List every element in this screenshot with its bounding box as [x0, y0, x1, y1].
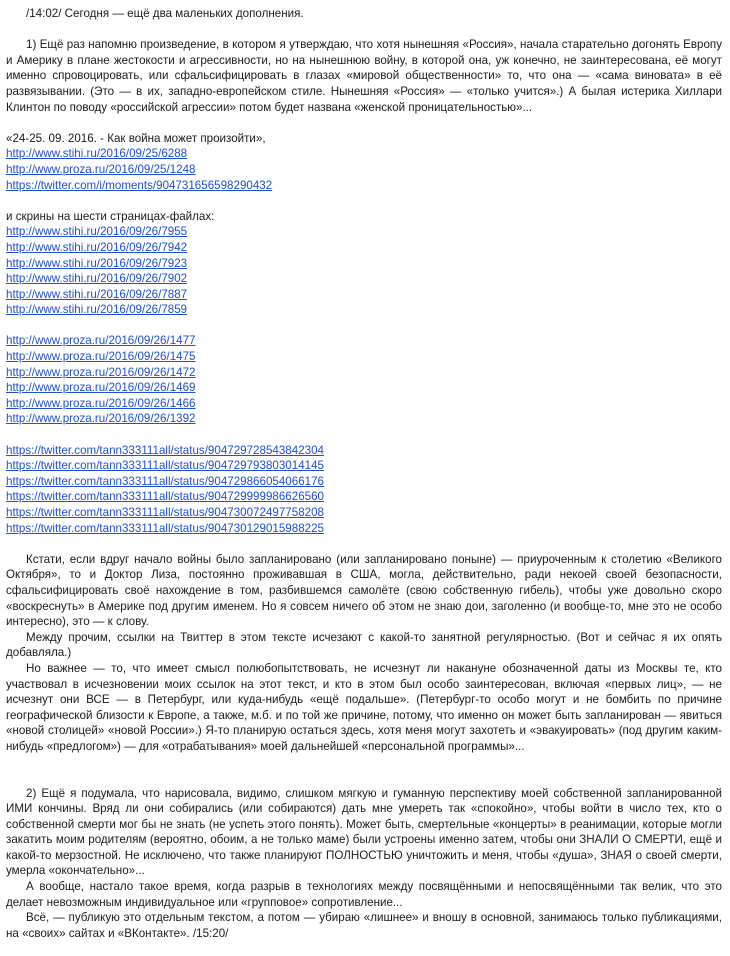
stihi-link[interactable]: http://www.stihi.ru/2016/09/26/7859	[6, 303, 188, 317]
twitter-link[interactable]: https://twitter.com/tann333111all/status/904729866054066176	[6, 474, 324, 488]
proza-link[interactable]: http://www.proza.ru/2016/09/26/1466	[6, 396, 196, 410]
paragraph-5: 2) Ещё я подумала, что нарисовала, видимо, слишком мягкую и гуманную перспективу моей собственной запланированной ИМИ кончины. Вряд ли они собирались (или собираются) дать мне умереть так «спокойно», чтобы войти в число тех, кто о собственной смерти мог бы не знать (не успеть этого понять). Может быть, смертельные «концерты» в реанимации, которые могли закатить моим родителям (вероятно, обоим, а не только маме) были устроены именно затем, чтобы они ЗНАЛИ О СМЕРТИ, ещё и какой-то мерзостной. Не исключено, что также планируют ПОЛНОСТЬЮ уничтожить и меня, чтобы «душа», ЗНАЯ о своей смерти, умерла «окончательно»...	[6, 786, 722, 878]
document-body	[6, 6, 722, 941]
paragraph-2: Кстати, если вдруг начало войны было запланировано (или запланировано поныне) — приуроченным к столетию «Великого Октября», то и Доктор Лиза, постоянно проживавшая в США, могла, действительно, ради некоей своей безопасности, сфальсифицировать своё нахождение в том, разбившемся самолёте (свою собственную гибель), чтобы уже довольно скоро «воскреснуть» в Америке под другим именем. Но я совсем ничего об этом не знаю дои, заголенно (и вообще-то, мне это не особо интересно), это — к слову.	[6, 552, 722, 629]
proza-link[interactable]: http://www.proza.ru/2016/09/26/1477	[6, 334, 196, 348]
twitter-link[interactable]: https://twitter.com/tann333111all/status/904729728543842304	[6, 443, 324, 457]
paragraph-6: А вообще, настало такое время, когда разрыв в технологиях между посвящёнными и непосвящёнными так велик, что это делает невозможным индивидуальное или «групповое» сопротивление...	[6, 880, 722, 909]
paragraph-4: Но важнее — то, что имеет смысл полюбопытствовать, не исчезнут ли накануне обозначенной даты из Москвы те, кто участвовал в исчезновении моих ссылок на этот текст, и кто в этом был особо заинтересован, включая «первых лиц», — не исчезнут они ВСЕ — в Петербург, или куда-нибудь «ещё подальше». (Петербург-то особо могут и не бомбить по причине географической близости к Европе, а также, м.б. и по той же причине, потому, что именно он может быть запланирован — явиться «новой столицей» «новой России».) Я-то планирую остаться здесь, хотя меня могут захотеть и «эвакуировать» (под другим каким-нибудь «предлогом») — для «отрабатывания» моей дальнейшей «персональной программы»...	[6, 661, 722, 753]
header-line: /14:02/ Сегодня — ещё два маленьких дополнения.	[26, 7, 304, 20]
screens-label: и скрины на шести страницах-файлах:	[6, 209, 215, 223]
stihi-link[interactable]: http://www.stihi.ru/2016/09/26/7923	[6, 256, 188, 270]
paragraph-3: Между прочим, ссылки на Твиттер в этом тексте исчезают с какой-то занятной регулярностью. (Вот и сейчас я их опять добавляла.)	[6, 630, 722, 660]
work-title: «24-25. 09. 2016. - Как война может произойти»,	[6, 131, 266, 145]
twitter-link[interactable]: https://twitter.com/tann333111all/status/904730072497758208	[6, 506, 324, 519]
twitter-link[interactable]: https://twitter.com/tann333111all/status/904729793803014145	[6, 459, 324, 473]
work-link[interactable]: http://www.stihi.ru/2016/09/25/6288	[6, 147, 188, 161]
paragraph-7: Всё, — публикую это отдельным текстом, а потом — убираю «лишнее» и вношу в основной, занимаюсь только публикациями, на «своих» сайтах и «ВКонтакте». /15:20/	[6, 911, 722, 940]
proza-link[interactable]: http://www.proza.ru/2016/09/26/1475	[6, 350, 196, 364]
stihi-links	[6, 224, 722, 318]
work-links	[6, 146, 722, 193]
paragraph-1: 1) Ещё раз напомню произведение, в котором я утверждаю, что хотя нынешняя «Россия», начала старательно догонять Европу и Америку в плане жестокости и агрессивности, но на нынешнюю войну, в которой она, уж конечно, не заинтересована, её могут именно спровоцировать, или сфальсифицировать в глазах «мировой общественности» то, что она — «сама виновата» в её развязывании. (Это — в их, западно-европейском стиле. Нынешняя «Россия» — «только учится».) А былая истерика Хиллари Клинтон по поводу «российской агрессии» потом будет названа «женской проницательностью»...	[6, 38, 722, 114]
twitter-link[interactable]: https://twitter.com/tann333111all/status/904729999986626560	[6, 490, 324, 504]
proza-link[interactable]: http://www.proza.ru/2016/09/26/1472	[6, 365, 196, 379]
proza-link[interactable]: http://www.proza.ru/2016/09/26/1469	[6, 381, 196, 395]
proza-link[interactable]: http://www.proza.ru/2016/09/26/1392	[6, 412, 196, 426]
stihi-link[interactable]: http://www.stihi.ru/2016/09/26/7955	[6, 225, 188, 239]
work-link[interactable]: http://www.proza.ru/2016/09/25/1248	[6, 162, 196, 176]
work-link[interactable]: https://twitter.com/i/moments/904731656598290432	[6, 178, 273, 192]
twitter-link[interactable]: https://twitter.com/tann333111all/status/904730129015988225	[6, 521, 324, 535]
stihi-link[interactable]: http://www.stihi.ru/2016/09/26/7942	[6, 240, 188, 254]
proza-links	[6, 333, 722, 427]
stihi-link[interactable]: http://www.stihi.ru/2016/09/26/7887	[6, 287, 188, 301]
twitter-links	[6, 443, 722, 537]
stihi-link[interactable]: http://www.stihi.ru/2016/09/26/7902	[6, 272, 188, 286]
